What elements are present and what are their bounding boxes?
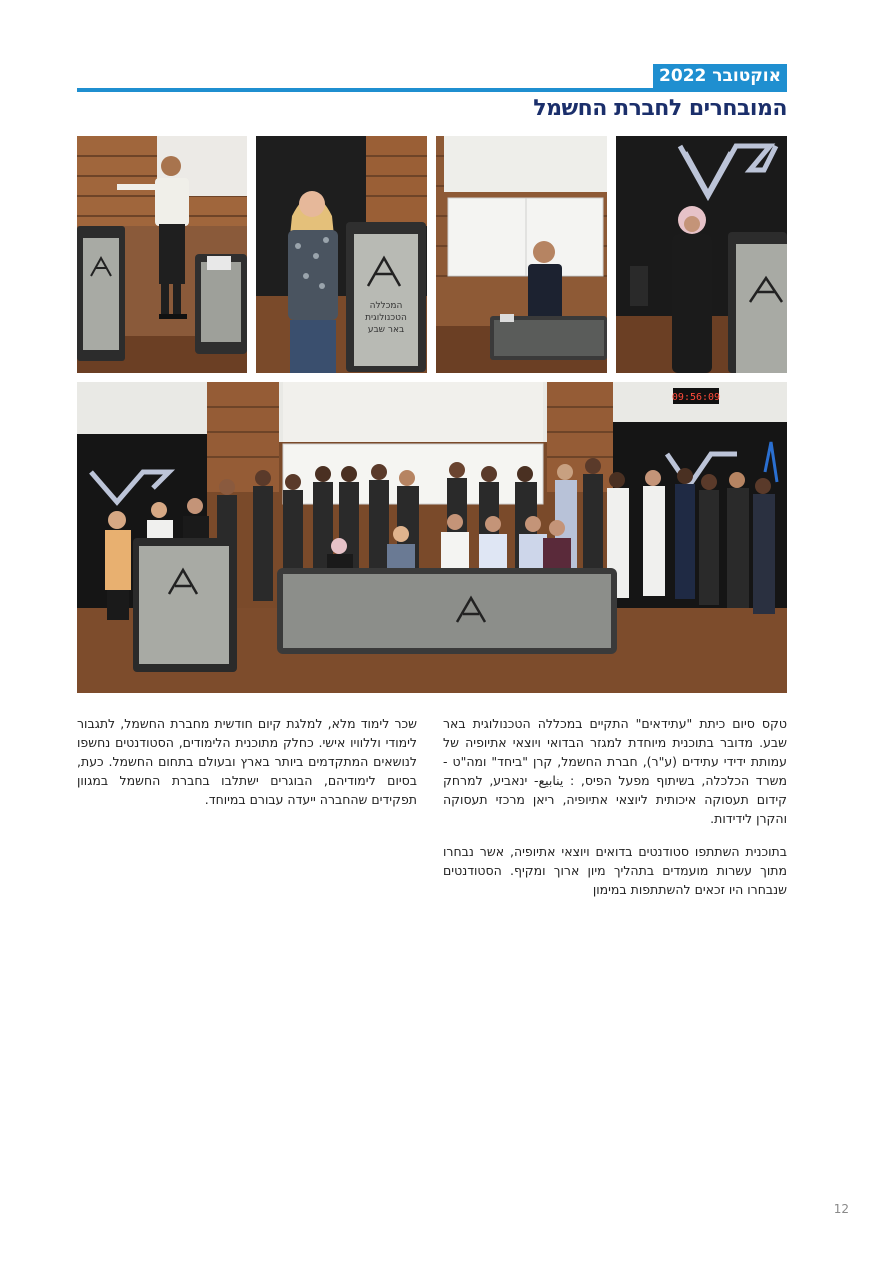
podium-text-line-1: המכללה [369,301,403,311]
wall-clock: 09:56:09 [671,392,721,403]
podium-text-line-3: באר שבע [367,325,405,335]
page-headline: המובחרים לחברת החשמל [533,96,787,121]
photo-speaker-1 [77,136,247,373]
photo-speaker-2 [256,136,427,373]
article-column-right [443,714,787,913]
photo-speaker-4 [616,136,787,373]
issue-date-tag: אוקטובר 2022 [653,64,787,88]
page-number: 12 [833,1202,849,1216]
photo-group [77,382,787,693]
header-rule [77,88,787,92]
photo-speaker-3 [436,136,607,373]
article-paragraph: בתוכנית השתתפו סטודנטים בדואים ויוצאי אתיופיה, אשר נבחרו מתוך עשרות מועמדים בתהליך מיון ארוך ומקיף. הסטודנטים שנבחרו היו זכאים להשתתפות במימון [443,844,787,897]
article-column-left [77,714,417,823]
article-paragraph: שכר לימוד מלא, למלגת קיום חודשית מחברת החשמל, לתגבור לימודי וללוויו אישי. כחלק מתוכנית הלימודים, הסטודנטים נחשפו לנושאים המתקדמים ביותר בארץ ובעולם בתחום החשמל. כעת, בסיום לימודיהם, הבוגרים ישתלבו בחברת החשמל במגוון תפקידים שהחברה ייעדה עבורם במיוחד. [77,716,417,807]
podium-text-line-2: הטכנולוגית [365,313,407,323]
article-paragraph: טקס סיום כיתת "עתידאים" התקיים במכללה הטכנולוגית באר שבע. מדובר בתוכנית מיוחדת למגזר הבדואי ויוצאי אתיופיה של עמותת ידידי עתידים (ע"ר), חברת החשמל, קרן "ביחד" ומה"ט -משרד הכלכלה, בשיתוף מפעל הפיס, : ينابيع- ינאביע, למרחק קידום תעסוקה איכותית ליוצאי אתיופיה, ריאן מרכזי תעסוקה והקרן לידידות. [443,716,787,826]
